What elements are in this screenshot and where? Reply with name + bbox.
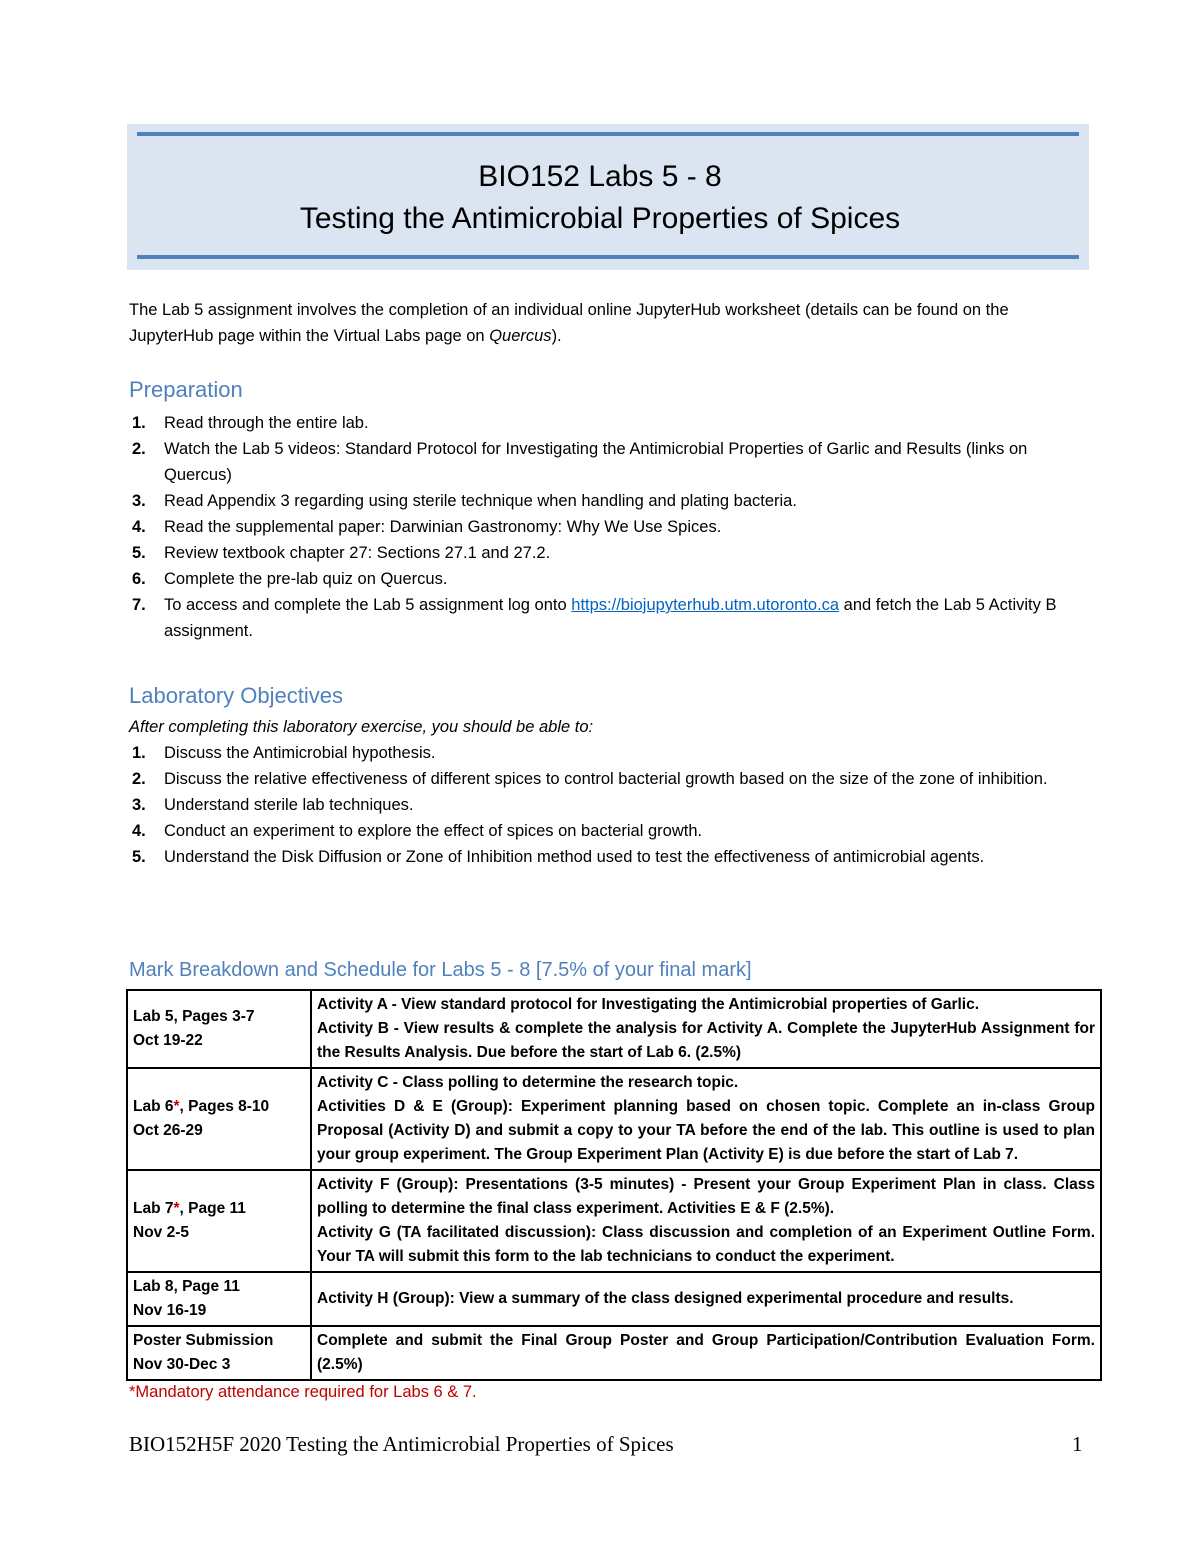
- lab-cell: Lab 6*, Pages 8-10 Oct 26-29: [127, 1068, 311, 1170]
- list-item: 1. Read through the entire lab.: [132, 414, 369, 432]
- list-item: 4. Read the supplemental paper: Darwinian Gastronomy: Why We Use Spices.: [132, 518, 722, 536]
- list-item: 1. Discuss the Antimicrobial hypothesis.: [132, 744, 436, 762]
- list-item: 7. To access and complete the Lab 5 assignment log onto https://biojupyterhub.utm.utoronto.ca and fetch the Lab 5 Activity B assignment.: [132, 596, 1057, 640]
- objectives-list: [129, 740, 1091, 870]
- lab-cell: Poster Submission Nov 30-Dec 3: [127, 1326, 311, 1380]
- schedule-table: [126, 989, 1102, 1381]
- mandatory-note: *Mandatory attendance required for Labs 6 & 7.: [129, 1383, 477, 1401]
- lab-cell: Lab 8, Page 11 Nov 16-19: [127, 1272, 311, 1326]
- objectives-heading: Laboratory Objectives: [129, 683, 343, 708]
- objectives-subheading: After completing this laboratory exercise, you should be able to:: [129, 718, 594, 736]
- activity-cell: Activity A - View standard protocol for Investigating the Antimicrobial properties of Garlic. Activity B - View results & complete the analysis for Activity A. Complete the JupyterHub Assignment for the Results Analysis. Due before the start of Lab 6. (2.5%): [311, 990, 1101, 1068]
- list-item: 6. Complete the pre-lab quiz on Quercus.: [132, 570, 448, 588]
- list-item: 3. Read Appendix 3 regarding using sterile technique when handling and plating bacteria.: [132, 492, 797, 510]
- footer-title: BIO152H5F 2020 Testing the Antimicrobial Properties of Spices: [129, 1432, 674, 1456]
- preparation-list: [129, 410, 1091, 644]
- table-row: [127, 1326, 1101, 1380]
- activity-cell: Complete and submit the Final Group Poster and Group Participation/Contribution Evaluation Form. (2.5%): [311, 1326, 1101, 1380]
- table-row: [127, 990, 1101, 1068]
- activity-cell: Activity H (Group): View a summary of the class designed experimental procedure and results.: [311, 1272, 1101, 1326]
- activity-cell: Activity C - Class polling to determine the research topic. Activities D & E (Group): Experiment planning based on chosen topic. Complete an in-class Group Proposal (Activity D) and submit a copy to your TA before the end of the lab. This outline is used to plan your group experiment. The Group Experiment Plan (Activity E) is due before the start of Lab 7.: [311, 1068, 1101, 1170]
- list-item: 2. Watch the Lab 5 videos: Standard Protocol for Investigating the Antimicrobial Properties of Garlic and Results (links on Quercus): [132, 440, 1028, 484]
- list-item: 5. Review textbook chapter 27: Sections 27.1 and 27.2.: [132, 544, 551, 562]
- document-title: BIO152 Labs 5 - 8: [478, 160, 722, 193]
- intro-paragraph: The Lab 5 assignment involves the completion of an individual online JupyterHub worksheet (details can be found on the JupyterHub page within the Virtual Labs page on Quercus).: [129, 301, 1009, 345]
- schedule-heading: Mark Breakdown and Schedule for Labs 5 - 8 [7.5% of your final mark]: [129, 959, 752, 981]
- lab-cell: Lab 7*, Page 11 Nov 2-5: [127, 1170, 311, 1272]
- page-number: 1: [1072, 1432, 1083, 1456]
- list-item: 4. Conduct an experiment to explore the effect of spices on bacterial growth.: [132, 822, 703, 840]
- preparation-heading: Preparation: [129, 377, 243, 402]
- title-bottom-rule: [137, 255, 1079, 259]
- jupyterhub-link[interactable]: https://biojupyterhub.utm.utoronto.ca: [571, 596, 840, 614]
- title-box: [127, 124, 1089, 270]
- list-item: 3. Understand sterile lab techniques.: [132, 796, 414, 814]
- table-row: [127, 1272, 1101, 1326]
- title-top-rule: [137, 132, 1079, 136]
- table-row: [127, 1170, 1101, 1272]
- lab-cell: Lab 5, Pages 3-7 Oct 19-22: [127, 990, 311, 1068]
- activity-cell: Activity F (Group): Presentations (3-5 minutes) - Present your Group Experiment Plan in class. Class polling to determine the final class experiment. Activities E & F (2.5%). Activity G (TA facilitated discussion): Class discussion and completion of an Experiment Outline Form. Your TA will submit this form to the lab technicians to conduct the experiment.: [311, 1170, 1101, 1272]
- table-row: [127, 1068, 1101, 1170]
- list-item: 5. Understand the Disk Diffusion or Zone of Inhibition method used to test the effectiveness of antimicrobial agents.: [132, 848, 985, 866]
- list-item: 2. Discuss the relative effectiveness of different spices to control bacterial growth based on the size of the zone of inhibition.: [132, 770, 1048, 788]
- document-subtitle: Testing the Antimicrobial Properties of Spices: [299, 202, 901, 235]
